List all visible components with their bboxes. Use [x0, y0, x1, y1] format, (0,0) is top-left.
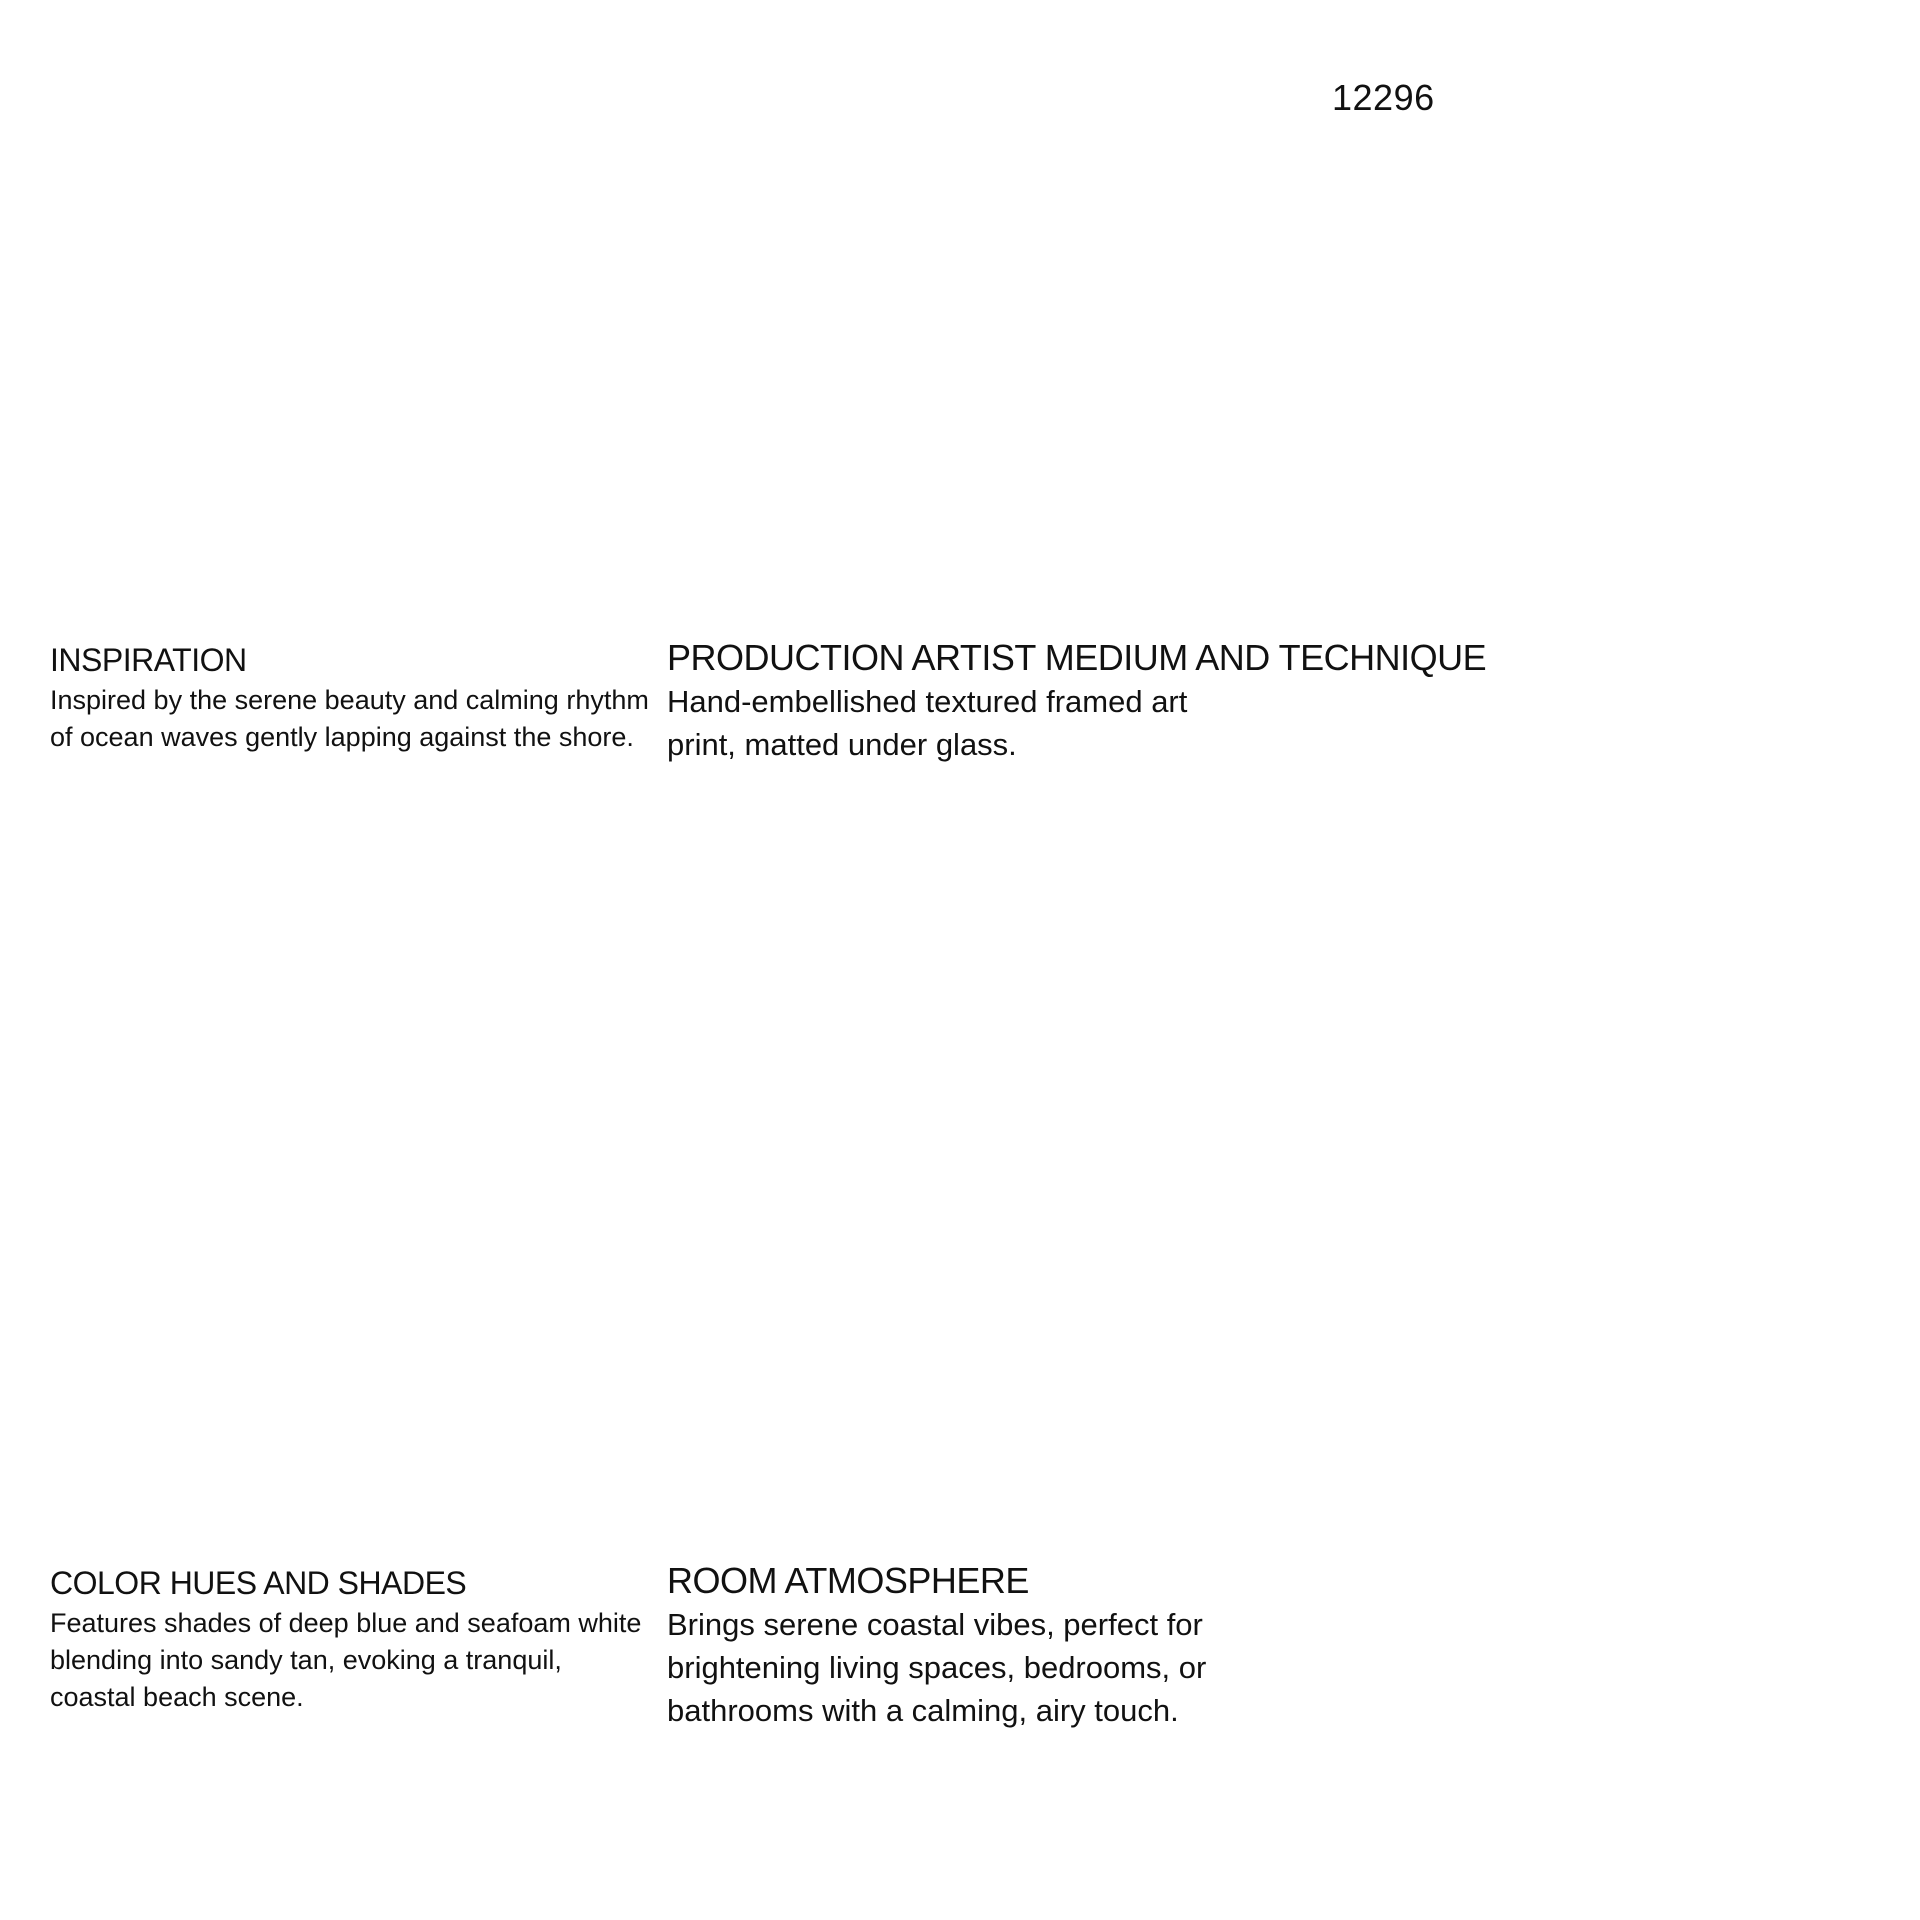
inspiration-section — [50, 640, 650, 756]
color-hues-section — [50, 1563, 650, 1716]
room-atmosphere-body: Brings serene coastal vibes, perfect for brightening living spaces, bedrooms, or bathrooms with a calming, airy touch. — [667, 1607, 1207, 1728]
medium-technique-body: Hand-embellished textured framed art print, matted under glass. — [667, 684, 1188, 762]
inspiration-title: INSPIRATION — [50, 642, 247, 678]
inspiration-body: Inspired by the serene beauty and calming rhythm of ocean waves gently lapping against the shore. — [50, 685, 649, 752]
medium-technique-title: PRODUCTION ARTIST MEDIUM AND TECHNIQUE — [667, 637, 1487, 678]
color-hues-title: COLOR HUES AND SHADES — [50, 1565, 467, 1601]
room-atmosphere-title: ROOM ATMOSPHERE — [667, 1560, 1029, 1601]
room-atmosphere-section — [667, 1559, 1287, 1732]
medium-technique-section — [667, 636, 1847, 766]
color-hues-body: Features shades of deep blue and seafoam white blending into sandy tan, evoking a tranquil, coastal beach scene. — [50, 1608, 642, 1712]
document-number: 12296 — [1332, 77, 1435, 118]
